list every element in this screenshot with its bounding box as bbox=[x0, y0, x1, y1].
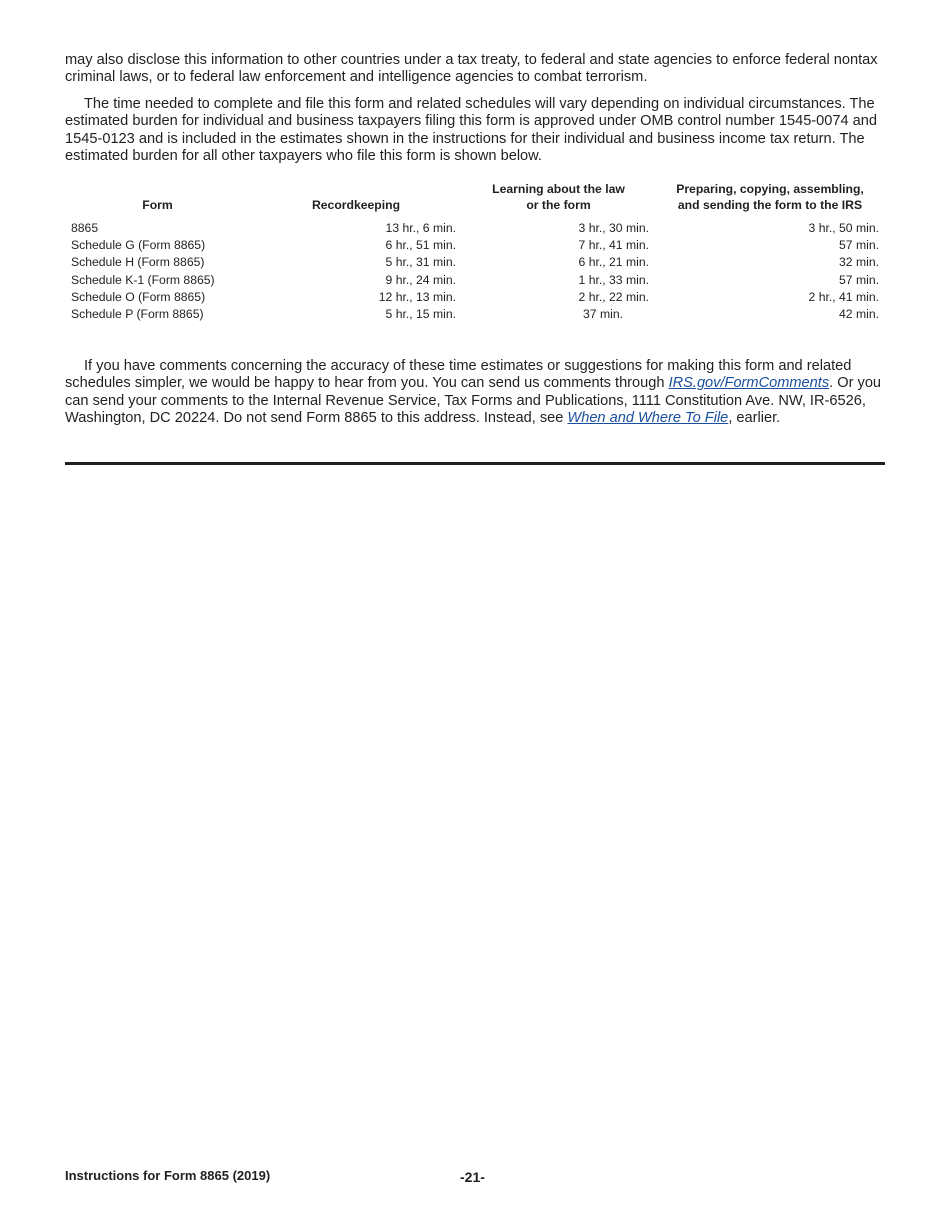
cell-recordkeeping: 6 hr., 51 min. bbox=[385, 238, 456, 253]
time-estimate-paragraph: The time needed to complete and file this form and related schedules will vary depending on individual circumstances. The estimated burden for individual and business taxpayers filing this form is approved under OMB control number 1545-0074 and 1545-0123 and is included in the estimates shown in the instructions for their individual and business income tax return. The estimated burden for all other taxpayers who file this form is shown below. bbox=[65, 96, 878, 165]
cell-preparing: 2 hr., 41 min. bbox=[808, 289, 879, 304]
header-recordkeeping: Recordkeeping bbox=[311, 197, 401, 212]
cell-learning: 2 hr., 22 min. bbox=[578, 289, 649, 304]
header-preparing: Preparing, copying, assembling, and sending the form to the IRS bbox=[676, 182, 864, 212]
footer-form-title: Instructions for Form 8865 (2019) bbox=[65, 1168, 271, 1183]
cell-recordkeeping: 12 hr., 13 min. bbox=[378, 289, 456, 304]
irs-formcomments-link[interactable]: IRS.gov/FormComments bbox=[668, 375, 830, 392]
table-row bbox=[65, 254, 885, 271]
table-row bbox=[65, 306, 885, 323]
disclosure-paragraph: may also disclose this information to other countries under a tax treaty, to federal and state agencies to enforce federal nontax criminal laws, or to federal law enforcement and intelligence agencies to combat terrorism. bbox=[65, 52, 878, 86]
cell-recordkeeping: 5 hr., 15 min. bbox=[385, 307, 456, 322]
comments-text-1: If you have comments concerning the accuracy of these time estimates or suggestions for making this form and related schedules simpler, we would be happy to hear from you. You can send us comments through bbox=[65, 358, 852, 392]
header-learning: Learning about the law or the form bbox=[492, 182, 625, 212]
cell-learning: 7 hr., 41 min. bbox=[578, 238, 649, 253]
table-row bbox=[65, 237, 885, 254]
comments-text-3: , earlier. bbox=[728, 410, 781, 427]
cell-form: 8865 bbox=[71, 221, 99, 235]
table-row bbox=[65, 220, 885, 237]
cell-preparing: 42 min. bbox=[839, 307, 879, 322]
burden-table bbox=[65, 182, 885, 323]
cell-preparing: 3 hr., 50 min. bbox=[808, 221, 879, 235]
cell-recordkeeping: 5 hr., 31 min. bbox=[385, 255, 456, 270]
cell-recordkeeping: 13 hr., 6 min. bbox=[385, 221, 456, 235]
cell-preparing: 57 min. bbox=[839, 272, 879, 287]
cell-form: Schedule O (Form 8865) bbox=[71, 289, 206, 304]
cell-preparing: 32 min. bbox=[839, 255, 879, 270]
cell-form: Schedule G (Form 8865) bbox=[71, 238, 206, 253]
cell-form: Schedule K-1 (Form 8865) bbox=[71, 272, 215, 287]
cell-preparing: 57 min. bbox=[839, 238, 879, 253]
header-form: Form bbox=[142, 197, 173, 212]
table-row bbox=[65, 289, 885, 306]
table-header-row bbox=[65, 182, 885, 220]
comments-text-2: . Or you can send your comments to the Internal Revenue Service, Tax Forms and Publications, 1111 Constitution Ave. NW, IR-6526, Washington, DC 20224. Do not send Form 8865 to this address. Instead, see bbox=[65, 375, 882, 427]
cell-form: Schedule H (Form 8865) bbox=[71, 255, 205, 270]
cell-form: Schedule P (Form 8865) bbox=[71, 307, 204, 322]
cell-learning: 37 min. bbox=[583, 307, 623, 322]
cell-learning: 1 hr., 33 min. bbox=[578, 272, 649, 287]
page-number: -21- bbox=[460, 1169, 485, 1185]
section-divider bbox=[65, 462, 885, 465]
cell-recordkeeping: 9 hr., 24 min. bbox=[385, 272, 456, 287]
table-row bbox=[65, 272, 885, 289]
cell-learning: 6 hr., 21 min. bbox=[578, 255, 649, 270]
comments-paragraph bbox=[65, 358, 887, 428]
cell-learning: 3 hr., 30 min. bbox=[578, 221, 649, 235]
when-and-where-to-file-link[interactable]: When and Where To File bbox=[567, 410, 729, 427]
